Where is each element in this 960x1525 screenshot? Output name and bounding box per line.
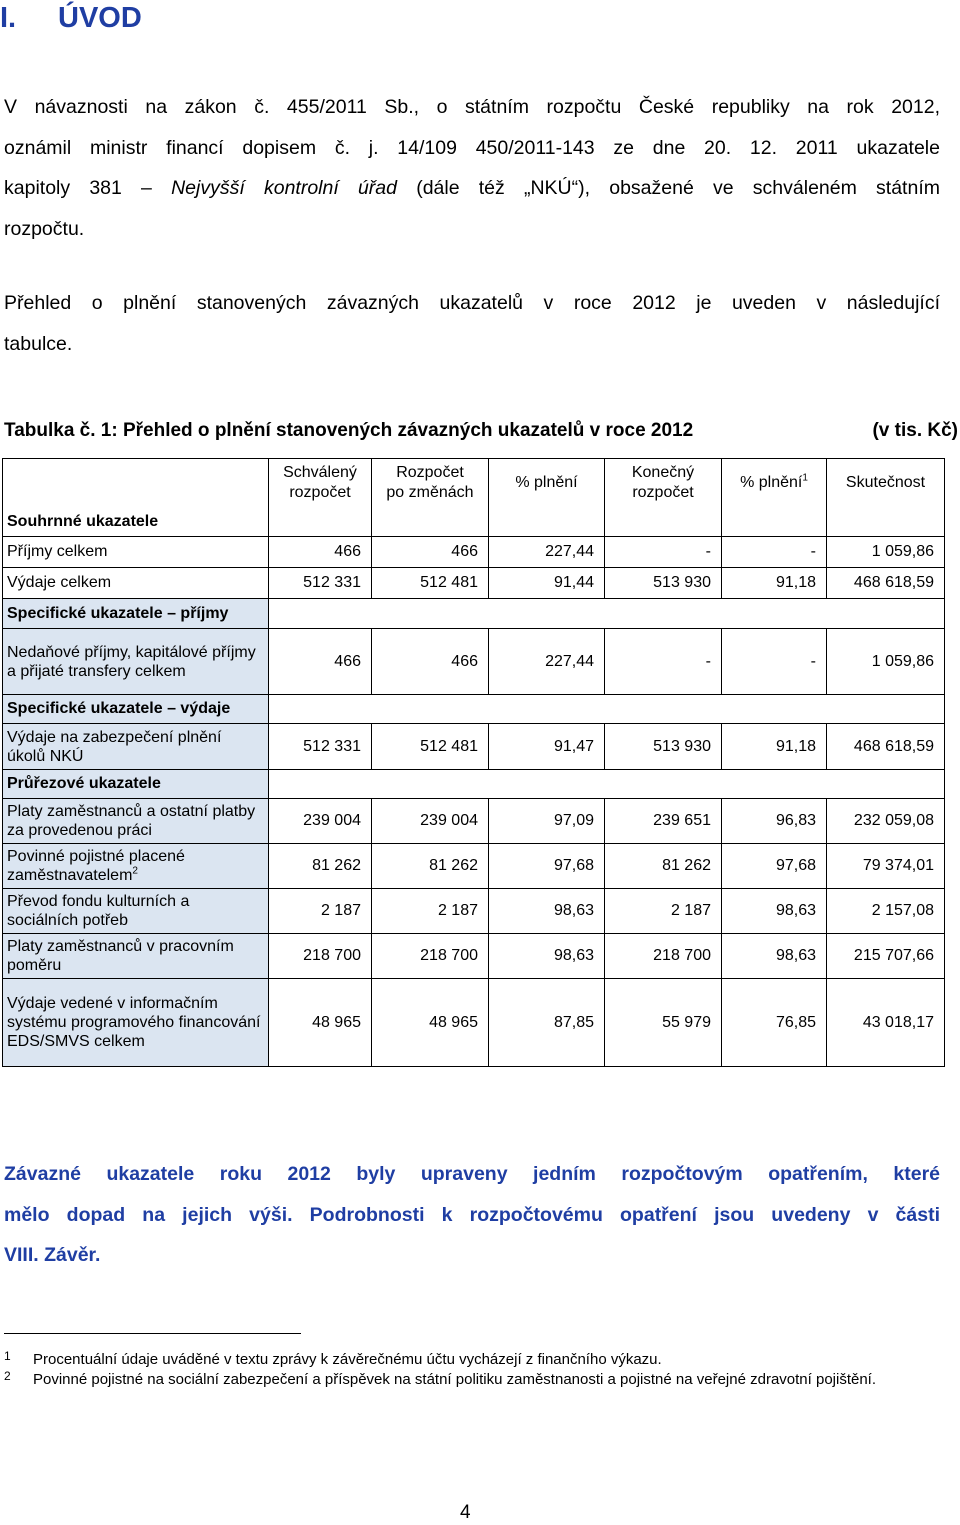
cell: 513 930: [605, 724, 722, 770]
cell: 227,44: [489, 537, 605, 568]
cell: 466: [269, 629, 372, 695]
header-pct-final: % plnění$^1$: [722, 459, 827, 537]
cell: 55 979: [605, 979, 722, 1067]
cell: 81 262: [605, 844, 722, 889]
cell: 512 481: [372, 568, 489, 599]
cell: 43 018,17: [827, 979, 945, 1067]
cell: 239 004: [269, 799, 372, 844]
cell: 232 059,08: [827, 799, 945, 844]
cell: 512 331: [269, 568, 372, 599]
page-number: 4: [460, 1502, 471, 1523]
header-actual: Skutečnost: [827, 459, 945, 537]
cell: 2 187: [269, 889, 372, 934]
row-label: Nedaňové příjmy, kapitálové příjmy a přijaté transfery celkem: [3, 629, 269, 695]
cell: 1 059,86: [827, 537, 945, 568]
section-title: ÚVOD: [58, 2, 142, 34]
cell: 215 707,66: [827, 934, 945, 979]
conclusion-paragraph: [4, 1154, 940, 1276]
conclusion-line: VIII. Závěr.: [4, 1244, 101, 1266]
intro-line: V návaznosti na zákon č. 455/2011 Sb., o státním rozpočtu České republiky na rok 2012,: [4, 96, 940, 118]
cell: -: [722, 537, 827, 568]
header-corner: Souhrnné ukazatele: [3, 459, 269, 537]
section-number: I.: [0, 2, 17, 34]
section-label: Specifické ukazatele – výdaje: [3, 695, 269, 724]
cell: 466: [372, 629, 489, 695]
cell: 48 965: [372, 979, 489, 1067]
cell: 2 157,08: [827, 889, 945, 934]
cell: 1 059,86: [827, 629, 945, 695]
intro-paragraph: [4, 87, 940, 249]
cell: 98,63: [489, 934, 605, 979]
row-label: Povinné pojistné placené zaměstnavatelem$^2$: [3, 844, 269, 889]
intro-line: [4, 168, 940, 209]
section-row: [3, 599, 945, 629]
cell: 468 618,59: [827, 724, 945, 770]
overview-paragraph: [4, 283, 940, 364]
cell: 239 004: [372, 799, 489, 844]
cell: 48 965: [269, 979, 372, 1067]
cell: 97,68: [722, 844, 827, 889]
section-spacer: [269, 770, 945, 799]
row-label: Platy zaměstnanců a ostatní platby za provedenou práci: [3, 799, 269, 844]
table-row: [3, 889, 945, 934]
section-spacer: [269, 695, 945, 724]
table-row: [3, 934, 945, 979]
cell: 96,83: [722, 799, 827, 844]
table-header-row: [3, 459, 945, 537]
cell: 98,63: [722, 934, 827, 979]
footnote-mark: 1: [4, 1349, 11, 1363]
cell: 79 374,01: [827, 844, 945, 889]
cell: 466: [372, 537, 489, 568]
overview-line: tabulce.: [4, 332, 73, 355]
footnote-text: Povinné pojistné na sociální zabezpečení a příspěvek na státní politiku zaměstnanosti a pojistné na veřejné zdravotní pojištění.: [33, 1371, 877, 1388]
intro-text: (dále též „NKÚ“), obsažené ve schváleném státním: [397, 177, 940, 199]
cell: 91,47: [489, 724, 605, 770]
section-heading: [0, 2, 142, 35]
table-row: [3, 568, 945, 599]
table-row: [3, 979, 945, 1067]
conclusion-line: Závazné ukazatele roku 2012 byly upraveny jedním rozpočtovým opatřením, které: [4, 1163, 940, 1185]
section-label: Specifické ukazatele – příjmy: [3, 599, 269, 629]
cell: 91,44: [489, 568, 605, 599]
cell: 218 700: [605, 934, 722, 979]
header-approved: Schválený rozpočet: [269, 459, 372, 537]
cell: -: [605, 537, 722, 568]
table-row: [3, 799, 945, 844]
footnote-mark: 2: [4, 1369, 11, 1383]
cell: 466: [269, 537, 372, 568]
cell: -: [605, 629, 722, 695]
cell: 98,63: [722, 889, 827, 934]
conclusion-line: mělo dopad na jejich výši. Podrobnosti k rozpočtovému opatření jsou uvedeny v části: [4, 1203, 940, 1226]
overview-line: Přehled o plnění stanovených závazných ukazatelů v roce 2012 je uveden v následující: [4, 292, 940, 314]
table-row: [3, 537, 945, 568]
row-label: Příjmy celkem: [3, 537, 269, 568]
table-row: [3, 844, 945, 889]
header-pct: % plnění: [489, 459, 605, 537]
table-caption: [4, 420, 958, 442]
cell: -: [722, 629, 827, 695]
cell: 218 700: [269, 934, 372, 979]
intro-line: oznámil ministr financí dopisem č. j. 14/109 450/2011-143 ze dne 20. 12. 2011 ukazatele: [4, 136, 940, 159]
indicators-table: [2, 458, 945, 1067]
cell: 2 187: [605, 889, 722, 934]
footnote-separator: [4, 1333, 301, 1334]
intro-line: rozpočtu.: [4, 217, 85, 240]
cell: 512 331: [269, 724, 372, 770]
row-label: Výdaje na zabezpečení plnění úkolů NKÚ: [3, 724, 269, 770]
row-label: Platy zaměstnanců v pracovním poměru: [3, 934, 269, 979]
cell: 81 262: [269, 844, 372, 889]
cell: 227,44: [489, 629, 605, 695]
cell: 97,68: [489, 844, 605, 889]
cell: 513 930: [605, 568, 722, 599]
cell: 2 187: [372, 889, 489, 934]
section-row: [3, 695, 945, 724]
table-row: [3, 629, 945, 695]
cell: 87,85: [489, 979, 605, 1067]
row-label: Převod fondu kulturních a sociálních potřeb: [3, 889, 269, 934]
cell: 98,63: [489, 889, 605, 934]
caption-text: Tabulka č. 1: Přehled o plnění stanovených závazných ukazatelů v roce 2012: [4, 420, 694, 441]
table-row: [3, 724, 945, 770]
header-revised: Rozpočet po změnách: [372, 459, 489, 537]
cell: 512 481: [372, 724, 489, 770]
intro-text: kapitoly 381 –: [4, 177, 172, 199]
section-row: [3, 770, 945, 799]
cell: 468 618,59: [827, 568, 945, 599]
cell: 81 262: [372, 844, 489, 889]
row-label: Výdaje celkem: [3, 568, 269, 599]
row-label: Výdaje vedené v informačním systému programového financování EDS/SMVS celkem: [3, 979, 269, 1067]
caption-unit: (v tis. Kč): [872, 420, 958, 441]
header-final: Konečný rozpočet: [605, 459, 722, 537]
cell: 91,18: [722, 724, 827, 770]
section-spacer: [269, 599, 945, 629]
footnote-text: Procentuální údaje uváděné v textu zprávy k závěrečnému účtu vycházejí z finančního výkazu.: [33, 1351, 662, 1368]
section-label: Průřezové ukazatele: [3, 770, 269, 799]
cell: 91,18: [722, 568, 827, 599]
cell: 76,85: [722, 979, 827, 1067]
intro-italic: Nejvyšší kontrolní úřad: [171, 177, 397, 199]
cell: 218 700: [372, 934, 489, 979]
cell: 97,09: [489, 799, 605, 844]
cell: 239 651: [605, 799, 722, 844]
